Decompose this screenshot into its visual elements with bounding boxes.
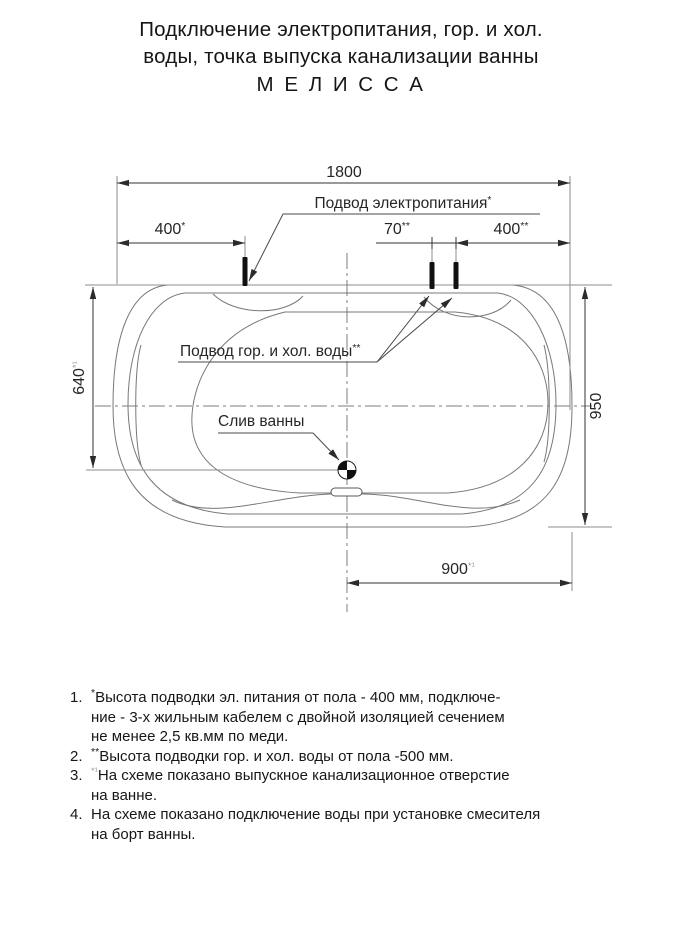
- dim-70: 70**: [384, 220, 410, 238]
- power-connection-bar: [243, 257, 248, 286]
- note-line: на ванне.: [91, 786, 158, 804]
- leader-water-2: [377, 298, 452, 362]
- note-item-2: [70, 747, 615, 767]
- note-marker: *: [91, 687, 96, 699]
- dim-950: 950: [588, 392, 605, 420]
- leader-water-1: [377, 296, 429, 362]
- note-item-4: [70, 805, 615, 844]
- tub-basin-contour: [192, 312, 548, 493]
- leader-drain: [313, 433, 339, 460]
- label-drain: Слив ванны: [218, 413, 305, 430]
- note-number: 1.: [70, 689, 83, 706]
- tub-top-dip-left: [213, 294, 303, 311]
- drain-symbol: [338, 461, 356, 479]
- note-number: 2.: [70, 747, 83, 765]
- centerlines: [95, 253, 592, 612]
- note-line: *Высота подводки эл. питания от пола - 400 мм, подключе-: [91, 687, 501, 706]
- notes-list: [70, 688, 615, 844]
- tub-rim-contour: [128, 293, 556, 514]
- extension-lines: [85, 176, 612, 591]
- title-line-2: воды, точка выпуска канализации ванны: [143, 45, 539, 68]
- dim-400-right: 400**: [493, 220, 529, 238]
- dim-640: $640^{*^1}$: [71, 361, 88, 395]
- note-line: На схеме показано подключение воды при установке смесителя: [91, 806, 541, 823]
- dim-400-left: 400*: [154, 220, 186, 238]
- hot-water-connection-bar: [430, 262, 435, 289]
- note-item-3: [70, 766, 615, 805]
- tub-edge-left: [136, 345, 141, 465]
- title-line-1: Подключение электропитания, гор. и хол.: [139, 18, 543, 41]
- dimension-texts: [71, 164, 605, 578]
- note-line: **Высота подводки гор. и хол. воды от пола -500 мм.: [91, 745, 454, 765]
- note-line: на борт ванны.: [91, 825, 196, 843]
- note-line: ние - 3-х жильным кабелем с двойной изоляцией сечением: [91, 708, 505, 726]
- note-line: $^{*^1}$На схеме показано выпускное канализационное отверстие: [91, 766, 510, 784]
- note-marker: *¹: [91, 766, 98, 777]
- dimension-lines: [93, 183, 585, 583]
- note-number: 4.: [70, 806, 83, 823]
- overflow-slot: [331, 488, 362, 496]
- label-power-supply: Подвод электропитания*: [314, 194, 492, 212]
- note-number: 3.: [70, 767, 83, 784]
- model-name: М Е Л И С С А: [256, 73, 426, 96]
- dim-1800: 1800: [326, 164, 362, 181]
- note-line: не менее 2,5 кв.мм по меди.: [91, 728, 289, 745]
- note-marker: **: [91, 745, 100, 758]
- cold-water-connection-bar: [454, 262, 459, 289]
- note-item-1: [70, 688, 615, 747]
- dim-900: $900^{*^1}$: [441, 561, 475, 578]
- label-water-supply: Подвод гор. и хол. воды**: [180, 342, 361, 360]
